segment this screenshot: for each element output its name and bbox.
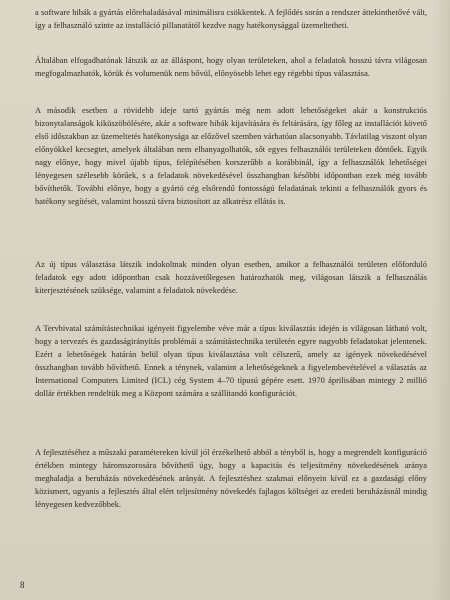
paragraph-6-text: A fejlesztéséhez a műszaki paramétereken kívül jól érzékelhető abból a tényből is, hogy a megrendelt konfiguráció értékben mintegy háromszorosára bővíthető úgy, hogy a kapacitás és teljesítmény növekedésének aránya meghaladja a beruházás növekedésének arányát. A fejlesztéshez szakmai előnyein kívül ez a gazdasági előny közismert, ugyanis a fejlesztés által elért teljesítmény növekedés fajlagos költségei az eredeti beruházásnál mindig lényegesen kedvezőbbek. bbox=[35, 448, 427, 509]
paragraph-5 bbox=[35, 322, 427, 400]
page-number: 8 bbox=[20, 580, 25, 590]
paragraph-2-text: Általában elfogadhatónak látszik az az álláspont, hogy olyan területeken, ahol a feladatok hosszú távra világosan megfogalmazhatók, körük és volumenük nem bővül, előnyösebb lehet egy régebbi típus választása. bbox=[35, 56, 427, 78]
paragraph-5-text: A Tervhivatal számítástechnikai igényeit figyelembe véve már a típus kiválasztás idején is világosan látható volt, hogy a tervezés és gazdaságirányítás problémái a számítástechnika területén egyre nagyobb feladatokat jelentenek. Ezért a lehetőségek határán belül olyan típus kiválasztása volt célszerű, amely az igények növekedésével összhangban tovább bővíthető. Ennek a ténynek, valamint a lehetőségeknek a figyelembevételével a választás az International Computers Limited (ICL) cég System 4–70 típusú gépére esett. 1970 áprilisában mintegy 2 millió dollár értékben rendeltük meg a Központ számára a szállítandó konfigurációt. bbox=[35, 324, 427, 398]
paragraph-4 bbox=[35, 258, 427, 297]
paragraph-1-text: a software hibák a gyártás előrehaladásával minimálisra csökkentek. A fejlődés során a rendszer áttekinthetővé vált, így a felhasználó szinte az installáció pillanatától kezdve nagy hatékonysággal üzemeltetheti. bbox=[35, 8, 427, 30]
paragraph-2 bbox=[35, 54, 427, 80]
paragraph-6 bbox=[35, 446, 427, 511]
paragraph-1 bbox=[35, 6, 427, 32]
page-edge-shadow bbox=[432, 0, 450, 600]
paragraph-3 bbox=[35, 104, 427, 208]
paragraph-3-text: A második esetben a rövidebb ideje tartó gyártás még nem adott lehetőségeket akár a konstrukciós bizonytalanságok kiküszöbölésére, akár a software hibák kijavítására és feltárására, így főleg az installációt követő első időszakban az üzemeltetés hatékonysága az előzővel szemben várhatóan alacsonyabb. Távlatilag viszont olyan előnyökkel kecsegtet, amelyek általában nem elhanyagolhatók, sőt egyes felhasználói területeken döntőek. Egyik nagy előnye, hogy mivel újabb típus, felépítésében korszerűbb a korábbinál, így a felhasználók lehetőségei lényegesen szélesebb körűek, s a feladatok növekedésével összhangban későbbi időpontban ezek még tovább bővíthetők. További előnye, hogy a gyártó cég elsőrendű fontosságú feladatának tekinti a felhasználók gyors és hatékony segítését, valamint hosszú távra biztosított az alkatrész ellátás is. bbox=[35, 106, 427, 206]
paragraph-4-text: Az új típus választása látszik indokoltnak minden olyan esetben, amikor a felhasználói területen előforduló feladatok egy adott időpontban csak hozzávetőlegesen határozhatók meg, világosan látszik a felhasználás kiterjesztésének szüksége, valamint a feladatok növekedése. bbox=[35, 260, 427, 295]
